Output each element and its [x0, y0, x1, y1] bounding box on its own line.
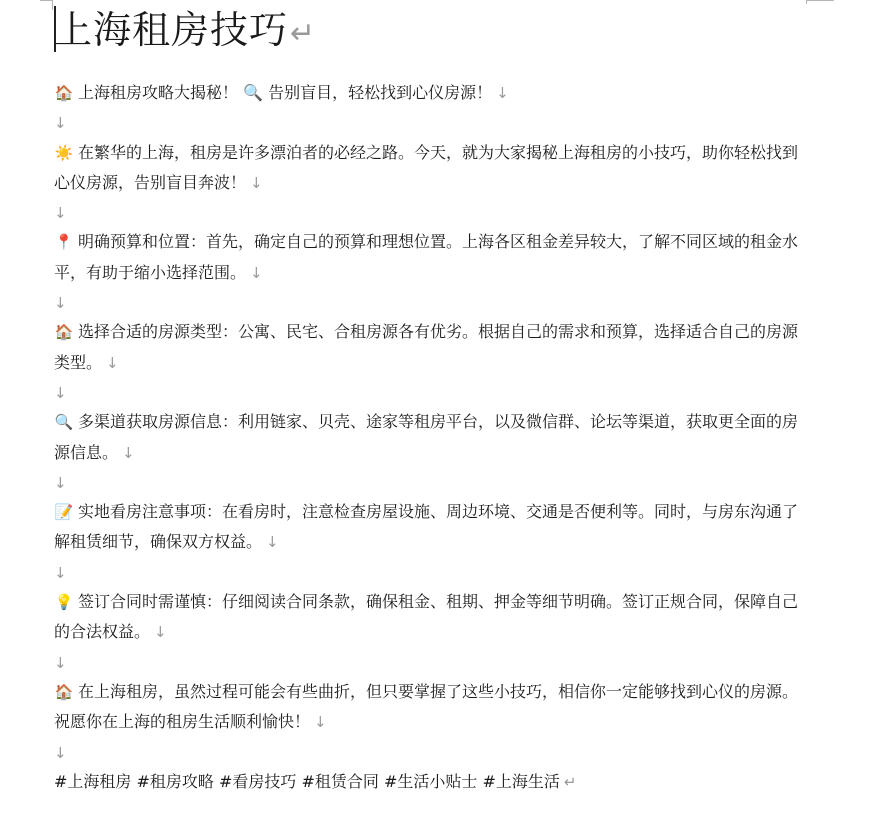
paragraph-mark: ↵ — [290, 16, 317, 51]
line-break-mark: ↓ — [54, 383, 67, 402]
magnifier-icon: 🔍 — [54, 413, 74, 432]
blank-line — [54, 288, 799, 317]
page-corner-mark-left-vertical — [52, 0, 53, 10]
blank-line — [54, 108, 799, 137]
blank-line — [54, 738, 799, 767]
paragraph-hashtags[interactable] — [54, 767, 799, 797]
paragraph-text: 明确预算和位置：首先，确定自己的预算和理想位置。上海各区租金差异较大，了解不同区域的租金水平，有助于缩小选择范围。 — [54, 232, 799, 282]
paragraph-closing[interactable] — [54, 677, 799, 738]
blank-line — [54, 378, 799, 407]
paragraph-text: 上海租房攻略大揭秘！ 🔍 告别盲目，轻松找到心仪房源！ — [78, 83, 493, 102]
line-break-mark: ↓ — [54, 653, 67, 672]
line-break-mark: ↓ — [314, 713, 327, 732]
pin-icon: 📍 — [54, 233, 74, 252]
line-break-mark: ↓ — [496, 84, 509, 102]
paragraph-text: 在上海租房，虽然过程可能会有些曲折，但只要掌握了这些小技巧，相信你一定能够找到心仪的房源。祝愿你在上海的租房生活顺利愉快！ — [54, 681, 799, 732]
sun-icon: ☀️ — [54, 143, 74, 162]
blank-line — [54, 558, 799, 587]
document-body[interactable] — [54, 78, 799, 797]
line-break-mark: ↓ — [106, 353, 119, 372]
line-break-mark: ↓ — [54, 114, 67, 133]
paragraph-sun[interactable] — [54, 138, 799, 199]
blank-line — [54, 468, 799, 497]
hashtags-text: #上海租房 #租房攻略 #看房技巧 #租赁合同 #生活小贴士 #上海生活 — [54, 771, 560, 791]
house-icon: 🏠 — [54, 323, 74, 342]
house-icon: 🏠 — [54, 682, 74, 701]
memo-icon: 📝 — [54, 503, 74, 522]
page-corner-mark-right-vertical — [806, 0, 807, 4]
paragraph-contract[interactable] — [54, 587, 799, 648]
line-break-mark: ↓ — [154, 623, 167, 642]
line-break-mark: ↓ — [250, 263, 263, 282]
paragraph-text: 选择合适的房源类型：公寓、民宅、合租房源各有优劣。根据自己的需求和预算，选择适合自己的房源类型。 — [54, 322, 799, 372]
paragraph-budget[interactable] — [54, 227, 799, 288]
document-title-text: 上海租房技巧 — [54, 8, 289, 52]
paragraph-type[interactable] — [54, 317, 799, 378]
blank-line — [54, 648, 799, 677]
house-icon: 🏠 — [54, 84, 74, 102]
paragraph-viewing[interactable] — [54, 497, 799, 558]
paragraph-text: 签订合同时需谨慎：仔细阅读合同条款，确保租金、租期、押金等细节明确。签订正规合同，保障自己的合法权益。 — [54, 592, 799, 642]
line-break-mark: ↓ — [250, 173, 263, 192]
line-break-mark: ↓ — [54, 473, 67, 492]
paragraph-channels[interactable] — [54, 407, 799, 468]
line-break-mark: ↓ — [54, 743, 67, 762]
line-break-mark: ↓ — [122, 443, 135, 462]
line-break-mark: ↓ — [54, 204, 67, 223]
paragraph-text: 多渠道获取房源信息：利用链家、贝壳、途家等租房平台，以及微信群、论坛等渠道，获取更全面的房源信息。 — [54, 412, 799, 462]
paragraph-intro[interactable] — [54, 78, 799, 108]
line-break-mark: ↓ — [266, 533, 279, 552]
line-break-mark: ↓ — [54, 563, 67, 582]
blank-line — [54, 198, 799, 227]
lightbulb-icon: 💡 — [54, 593, 74, 612]
line-break-mark: ↓ — [54, 294, 67, 313]
page-corner-mark-left — [40, 0, 52, 1]
paragraph-text: 实地看房注意事项：在看房时，注意检查房屋设施、周边环境、交通是否便利等。同时，与房东沟通了解租赁细节，确保双方权益。 — [54, 502, 799, 552]
document-title[interactable] — [54, 3, 316, 61]
paragraph-mark: ↵ — [563, 772, 577, 791]
page-corner-mark-right — [806, 0, 834, 1]
paragraph-text: 在繁华的上海，租房是许多漂泊者的必经之路。今天，就为大家揭秘上海租房的小技巧，助你轻松找到心仪房源，告别盲目奔波！ — [54, 142, 799, 192]
